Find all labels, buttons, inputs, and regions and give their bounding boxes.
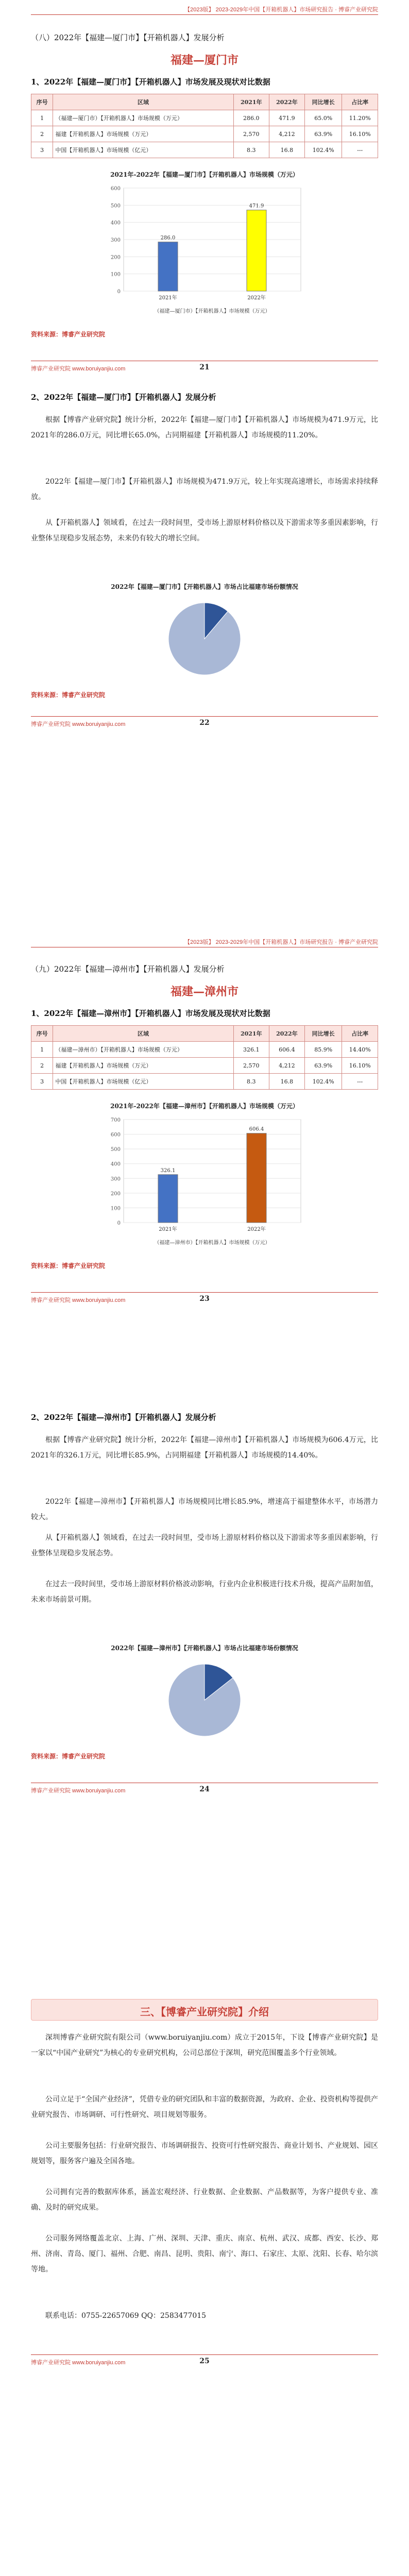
city-title: 福建—厦门市: [170, 54, 238, 67]
source-note: 资料来源：博睿产业研究院: [31, 691, 106, 699]
y-tick-label: 100: [110, 272, 121, 278]
table-cell: 16.8: [269, 142, 304, 158]
table-cell: 286.0: [233, 110, 269, 126]
table-cell: 3: [31, 1074, 53, 1090]
chart-title: 2021年-2022年【福建—漳州市】【开箱机器人】市场规模（万元）: [110, 1103, 299, 1110]
table-cell: 471.9: [269, 110, 304, 126]
chart-title: 2021年-2022年【福建—厦门市】【开箱机器人】市场规模（万元）: [110, 171, 299, 178]
y-tick-label: 0: [117, 289, 121, 295]
paragraph: 深圳博睿产业研究院有限公司（www.boruiyanjiu.com）成立于2015年，下设【博睿产业研究院】是一家以“中国产业研究”为核心的专业研究机构，公司总部位于深圳，研究范围覆盖多个行业领域。: [31, 2033, 378, 2057]
table-cell: 1: [31, 1042, 53, 1058]
paragraph: 根据【博睿产业研究院】统计分析，2022年【福建—厦门市】【开箱机器人】市场规模为471.9万元，比2021年的286.0万元，同比增长65.0%，占同期福建【开箱机器人】市场规模的11.20%。: [31, 416, 378, 439]
subsection-title: 2、2022年【福建—厦门市】【开箱机器人】发展分析: [31, 393, 216, 402]
table-header-cell: 占比率: [342, 94, 378, 110]
table-header-cell: 2022年: [269, 1026, 304, 1042]
x-tick-label: 2022年: [247, 1227, 266, 1232]
table-header-cell: 同比增长: [304, 1026, 342, 1042]
page-footer: [31, 1783, 378, 1795]
x-axis-label: （福建—漳州市）【开箱机器人】市场规模（万元）: [154, 1240, 270, 1246]
plot-area: [124, 1120, 301, 1223]
table-cell: 16.10%: [342, 126, 378, 142]
table-row: [31, 1058, 378, 1074]
footer-site: 博睿产业研究院 www.boruiyanjiu.com: [31, 1788, 126, 1794]
intro-banner-title: 三、【博睿产业研究院】介绍: [140, 2006, 269, 2018]
y-tick-label: 100: [110, 1206, 121, 1212]
data-label: 286.0: [160, 235, 176, 241]
table-cell: ---: [342, 142, 378, 158]
table-header-cell: 区域: [53, 1026, 233, 1042]
footer-site: 博睿产业研究院 www.boruiyanjiu.com: [31, 366, 126, 372]
page-footer: [31, 2354, 378, 2367]
page-footer: [31, 716, 378, 729]
table-cell: （福建—厦门市）【开箱机器人】市场规模（万元）: [53, 110, 233, 126]
data-label: 326.1: [160, 1167, 176, 1174]
paragraph: 公司主要服务包括：行业研究报告、市场调研报告、投资可行性研究报告、商业计划书、产业规划、园区规划等，服务客户遍及全国各地。: [31, 2142, 378, 2165]
table-cell: 2,570: [233, 1058, 269, 1074]
y-tick-label: 200: [110, 1191, 121, 1197]
table-cell: 中国【开箱机器人】市场规模（亿元）: [53, 1074, 233, 1090]
table-cell: 326.1: [233, 1042, 269, 1058]
paragraph: 公司立足于“全国产业经济”，凭借专业的研究团队和丰富的数据资源，为政府、企业、投资机构等提供产业研究报告、市场调研、可行性研究、项目规划等服务。: [31, 2095, 378, 2119]
table-header-cell: 序号: [31, 1026, 53, 1042]
x-tick-label: 2022年: [247, 295, 266, 301]
section-title: （八）2022年【福建—厦门市】【开箱机器人】发展分析: [31, 33, 225, 42]
table-cell: 102.4%: [304, 1074, 342, 1090]
paragraph: 公司服务网络覆盖北京、上海、广州、深圳、天津、重庆、南京、杭州、武汉、成都、西安、长沙、郑州、济南、青岛、厦门、福州、合肥、南昌、昆明、贵阳、南宁、海口、石家庄、太原、沈阳、长春、哈尔滨等地。: [31, 2234, 378, 2274]
paragraph: 联系电话：0755-22657069 QQ：2583477015: [45, 2312, 207, 2320]
y-tick-label: 400: [110, 220, 121, 226]
page-number: 25: [199, 2357, 210, 2365]
table-cell: 2,570: [233, 126, 269, 142]
table-cell: 63.9%: [304, 1058, 342, 1074]
chart-title: 2022年【福建—厦门市】【开箱机器人】市场占比福建市场份额情况: [111, 583, 298, 590]
pie-chart: [158, 1659, 251, 1741]
pie-slice: [168, 603, 241, 675]
table-row: [31, 110, 378, 126]
x-tick-label: 2021年: [159, 1227, 177, 1232]
chart-title: 2022年【福建—漳州市】【开箱机器人】市场占比福建市场份额情况: [111, 1645, 298, 1652]
table-cell: ---: [342, 1074, 378, 1090]
bar: [158, 1175, 178, 1223]
page-header: 【2023版】 2023-2029年中国【开箱机器人】市场研究报告 · 博睿产业研究院: [184, 939, 378, 945]
table-cell: 8.3: [233, 1074, 269, 1090]
page-number: 24: [199, 1785, 210, 1793]
y-tick-label: 700: [110, 1117, 121, 1123]
table-cell: 2: [31, 126, 53, 142]
bar-chart: [98, 1114, 311, 1248]
y-tick-label: 300: [110, 238, 121, 243]
source-note: 资料来源：博睿产业研究院: [31, 1753, 106, 1760]
pie-chart: [158, 598, 251, 680]
page-footer: [31, 361, 378, 374]
table-header-cell: 2021年: [233, 94, 269, 110]
table-header-cell: 2021年: [233, 1026, 269, 1042]
table-header-cell: 占比率: [342, 1026, 378, 1042]
table-header-cell: 区域: [53, 94, 233, 110]
table-cell: 4,212: [269, 126, 304, 142]
table-cell: 85.9%: [304, 1042, 342, 1058]
data-label: 606.4: [249, 1126, 264, 1132]
table-cell: 606.4: [269, 1042, 304, 1058]
footer-site: 博睿产业研究院 www.boruiyanjiu.com: [31, 2360, 126, 2366]
table-cell: 1: [31, 110, 53, 126]
table-cell: 16.8: [269, 1074, 304, 1090]
table-cell: 63.9%: [304, 126, 342, 142]
bar: [247, 1133, 266, 1223]
y-tick-label: 600: [110, 186, 121, 192]
table-cell: 8.3: [233, 142, 269, 158]
table-cell: 2: [31, 1058, 53, 1074]
y-tick-label: 400: [110, 1161, 121, 1167]
table-cell: 65.0%: [304, 110, 342, 126]
paragraph: 公司拥有完善的数据库体系，涵盖宏观经济、行业数据、企业数据、产品数据等，为客户提供专业、准确、及时的研究成果。: [31, 2188, 378, 2212]
page-header: 【2023版】 2023-2029年中国【开箱机器人】市场研究报告 · 博睿产业研究院: [184, 7, 378, 13]
page-number: 23: [199, 1295, 210, 1303]
subsection-title: 1、2022年【福建—漳州市】【开箱机器人】市场发展及现状对比数据: [31, 1009, 270, 1018]
subsection-title: 2、2022年【福建—漳州市】【开箱机器人】发展分析: [31, 1413, 216, 1422]
source-note: 资料来源：博睿产业研究院: [31, 1262, 106, 1269]
table-cell: 4,212: [269, 1058, 304, 1074]
page-25: [0, 2006, 409, 2576]
page-21: [0, 0, 409, 670]
table-cell: 3: [31, 142, 53, 158]
section-title: （九）2022年【福建—漳州市】【开箱机器人】发展分析: [31, 964, 225, 974]
y-tick-label: 0: [117, 1221, 121, 1226]
table-cell: 102.4%: [304, 142, 342, 158]
table-cell: 11.20%: [342, 110, 378, 126]
data-label: 471.9: [249, 203, 264, 209]
header-rule: [31, 14, 378, 15]
footer-site: 博睿产业研究院 www.boruiyanjiu.com: [31, 721, 126, 727]
city-title: 福建—漳州市: [170, 985, 238, 998]
table-header-cell: 同比增长: [304, 94, 342, 110]
y-tick-label: 300: [110, 1176, 121, 1182]
intro-banner: [31, 1999, 378, 2021]
table-row: [31, 1042, 378, 1058]
footer-site: 博睿产业研究院 www.boruiyanjiu.com: [31, 1297, 126, 1303]
y-tick-label: 200: [110, 255, 121, 261]
table-cell: 14.40%: [342, 1042, 378, 1058]
bar: [158, 242, 178, 291]
page-footer: [31, 1292, 378, 1305]
table-cell: 福建【开箱机器人】市场规模（万元）: [53, 126, 233, 142]
table-header-cell: 2022年: [269, 94, 304, 110]
page-number: 21: [199, 363, 210, 371]
table-cell: 16.10%: [342, 1058, 378, 1074]
table-row: [31, 142, 378, 158]
page-number: 22: [199, 719, 210, 727]
table-cell: 福建【开箱机器人】市场规模（万元）: [53, 1058, 233, 1074]
table-row: [31, 1074, 378, 1090]
source-note: 资料来源：博睿产业研究院: [31, 331, 106, 338]
y-tick-label: 600: [110, 1132, 121, 1138]
comparison-table: [31, 1025, 378, 1090]
paragraph: 2022年【福建—漳州市】【开箱机器人】市场规模同比增长85.9%，增速高于福建整体水平，市场潜力较大。: [31, 1498, 378, 1521]
y-tick-label: 500: [110, 1147, 121, 1153]
x-axis-label: （福建—厦门市）【开箱机器人】市场规模（万元）: [154, 309, 270, 314]
table-cell: 中国【开箱机器人】市场规模（亿元）: [53, 142, 233, 158]
table-header-cell: 序号: [31, 94, 53, 110]
y-tick-label: 500: [110, 203, 121, 209]
table-cell: （福建—漳州市）【开箱机器人】市场规模（万元）: [53, 1042, 233, 1058]
paragraph: 在过去一段时间里，受市场上游原材料价格波动影响，行业内企业积极进行技术升级，提高产品附加值，未来市场前景可期。: [31, 1580, 378, 1604]
paragraph: 根据【博睿产业研究院】统计分析，2022年【福建—漳州市】【开箱机器人】市场规模为606.4万元，比2021年的326.1万元，同比增长85.9%，占同期福建【开箱机器人】市场规模的14.40%。: [31, 1436, 378, 1460]
paragraph: 从【开箱机器人】领域看，在过去一段时间里，受市场上游原材料价格以及下游需求等多重因素影响，行业整体呈现稳步发展态势。: [31, 1534, 378, 1557]
x-tick-label: 2021年: [159, 295, 177, 301]
bar-chart: [98, 183, 311, 317]
comparison-table: [31, 94, 378, 158]
paragraph: 从【开箱机器人】领域看，在过去一段时间里，受市场上游原材料价格以及下游需求等多重因素影响，行业整体呈现稳步发展态势，未来仍有较大的增长空间。: [31, 519, 378, 543]
subsection-title: 1、2022年【福建—厦门市】【开箱机器人】市场发展及现状对比数据: [31, 77, 270, 87]
table-row: [31, 126, 378, 142]
bar: [247, 210, 266, 291]
paragraph: 2022年【福建—厦门市】【开箱机器人】市场规模为471.9万元，较上年实现高速增长，市场需求持续释放。: [31, 478, 378, 501]
